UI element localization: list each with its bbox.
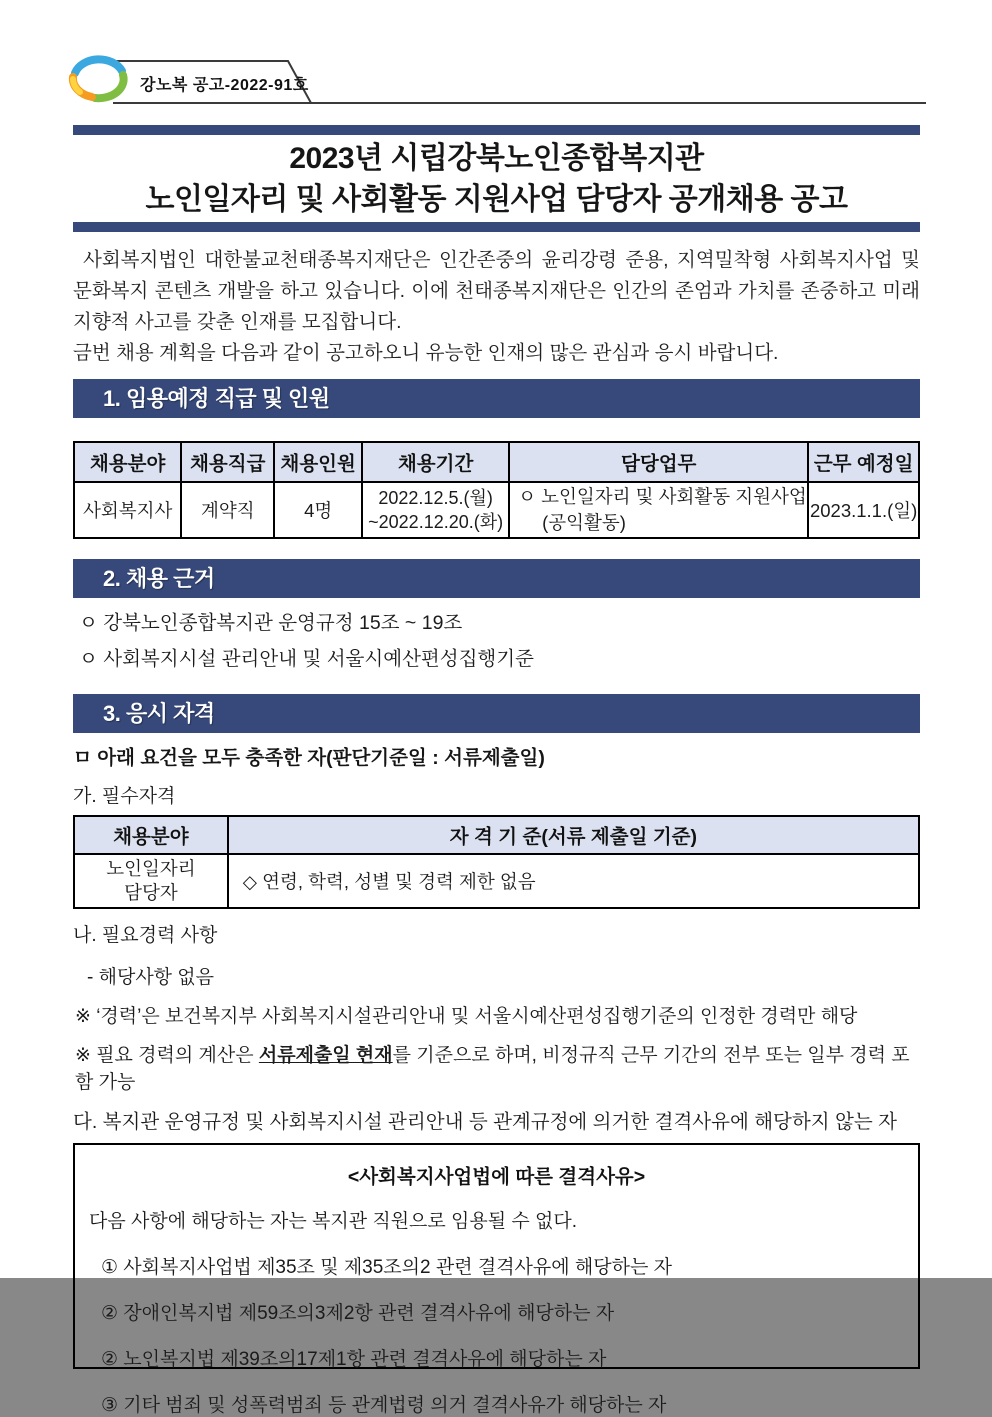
- section3-sub-b-item: - 해당사항 없음: [87, 967, 215, 988]
- section2-item-2: ㅇ 사회복지시설 관리안내 및 서울시예산편성집행기준: [79, 648, 534, 670]
- disqualification-box-title: <사회복지사업법에 따른 결격사유>: [347, 1166, 646, 1188]
- section2-list: [73, 608, 920, 674]
- section3-sub-c: 다. 복지관 운영규정 및 사회복지시설 관리안내 등 관계규정에 의거한 결격사유에 해당하지 않는 자: [73, 1111, 897, 1133]
- section3-heading: 3. 응시 자격: [73, 694, 920, 733]
- col-header-field: 채용분야: [74, 442, 181, 482]
- disqualification-box-lead: 다음 사항에 해당하는 자는 복지관 직원으로 임용될 수 없다.: [89, 1211, 578, 1232]
- title-top-rule: [73, 125, 920, 135]
- section3-sub-a: 가. 필수자격: [73, 786, 176, 807]
- section3-lead: ㅁ 아래 요건을 모두 충족한 자(판단기준일 : 서류제출일): [73, 747, 545, 769]
- cell-start-date: 2023.1.1.(일): [808, 482, 919, 538]
- recruitment-table: [73, 441, 920, 539]
- page-title-line1: 2023년 시립강북노인종합복지관: [289, 142, 704, 175]
- doc-number-flag-shape: [0, 0, 992, 120]
- cell-grade: 계약직: [181, 482, 274, 538]
- qualification-table-data-row: [74, 854, 919, 908]
- section3-note-1: ※ ‘경력’은 보건복지부 사회복지시설관리안내 및 서울시예산편성집행기준의 인정한 경력만 해당: [75, 1006, 858, 1027]
- col-header-grade: 채용직급: [181, 442, 274, 482]
- section1-heading: 1. 임용예정 직급 및 인원: [73, 379, 920, 418]
- cell-count: 4명: [274, 482, 362, 538]
- cell-field: 사회복지사: [74, 482, 181, 538]
- disqualification-item-3: ② 노인복지법 제39조의17제1항 관련 결격사유에 해당하는 자: [101, 1349, 607, 1370]
- qual-cell-field: 노인일자리 담당자: [74, 854, 228, 908]
- disqualification-item-4: ③ 기타 범죄 및 성폭력범죄 등 관계법령 의거 결격사유가 해당하는 자: [101, 1395, 667, 1416]
- col-header-start: 근무 예정일: [808, 442, 919, 482]
- qualification-table-header-row: [74, 816, 919, 854]
- organization-logo-swirl-icon: [68, 54, 128, 104]
- cell-period: 2022.12.5.(월) ~2022.12.20.(화): [362, 482, 509, 538]
- col-header-duty: 담당업무: [509, 442, 808, 482]
- cell-duty: ㅇ 노인일자리 및 사회활동 지원사업 (공익활동): [509, 482, 808, 538]
- intro-paragraph-1: 사회복지법인 대한불교천태종복지재단은 인간존중의 윤리강령 준용, 지역밀착형 사회복지사업 및 문화복지 콘텐츠 개발을 하고 있습니다. 이에 천태종복지재단은 인간의 존엄과 가치를 존중하고 미래지향적 사고를 갖춘 인재를 모집합니다.: [73, 249, 920, 333]
- qual-col-header-criteria: 자 격 기 준(서류 제출일 기준): [228, 816, 919, 854]
- col-header-period: 채용기간: [362, 442, 509, 482]
- doc-number: 강노복 공고-2022-91호: [140, 77, 309, 94]
- disqualification-item-2: ② 장애인복지법 제59조의3제2항 관련 결격사유에 해당하는 자: [101, 1303, 615, 1324]
- page-title-line2: 노인일자리 및 사회활동 지원사업 담당자 공개채용 공고: [145, 183, 848, 216]
- intro-paragraph-2: 금번 채용 계획을 다음과 같이 공고하오니 유능한 인재의 많은 관심과 응시 바랍니다.: [73, 342, 779, 364]
- recruitment-table-header-row: [74, 442, 919, 482]
- qualification-table: [73, 815, 920, 909]
- recruitment-table-data-row: [74, 482, 919, 538]
- note2-emphasis: 서류제출일 현재: [258, 1045, 393, 1066]
- section2-heading: 2. 채용 근거: [73, 559, 920, 598]
- intro-paragraphs: [73, 245, 920, 369]
- disqualification-item-1: ① 사회복지사업법 제35조 및 제35조의2 관련 결격사유에 해당하는 자: [101, 1257, 672, 1278]
- section2-item-1: ㅇ 강북노인종합복지관 운영규정 15조 ~ 19조: [79, 612, 463, 634]
- section3-sub-b: 나. 필요경력 사항: [73, 925, 218, 946]
- col-header-count: 채용인원: [274, 442, 362, 482]
- content-column: [73, 125, 920, 1416]
- section3-note-2: ※ 필요 경력의 계산은 서류제출일 현재를 기준으로 하며, 비정규직 근무 기간의 전부 또는 일부 경력 포함 가능: [75, 1045, 910, 1093]
- qual-col-header-field: 채용분야: [74, 816, 228, 854]
- disqualification-box: [73, 1143, 920, 1416]
- page-title: [73, 135, 920, 222]
- title-bottom-rule: [73, 222, 920, 232]
- qual-cell-criteria: ◇ 연령, 학력, 성별 및 경력 제한 없음: [228, 854, 919, 908]
